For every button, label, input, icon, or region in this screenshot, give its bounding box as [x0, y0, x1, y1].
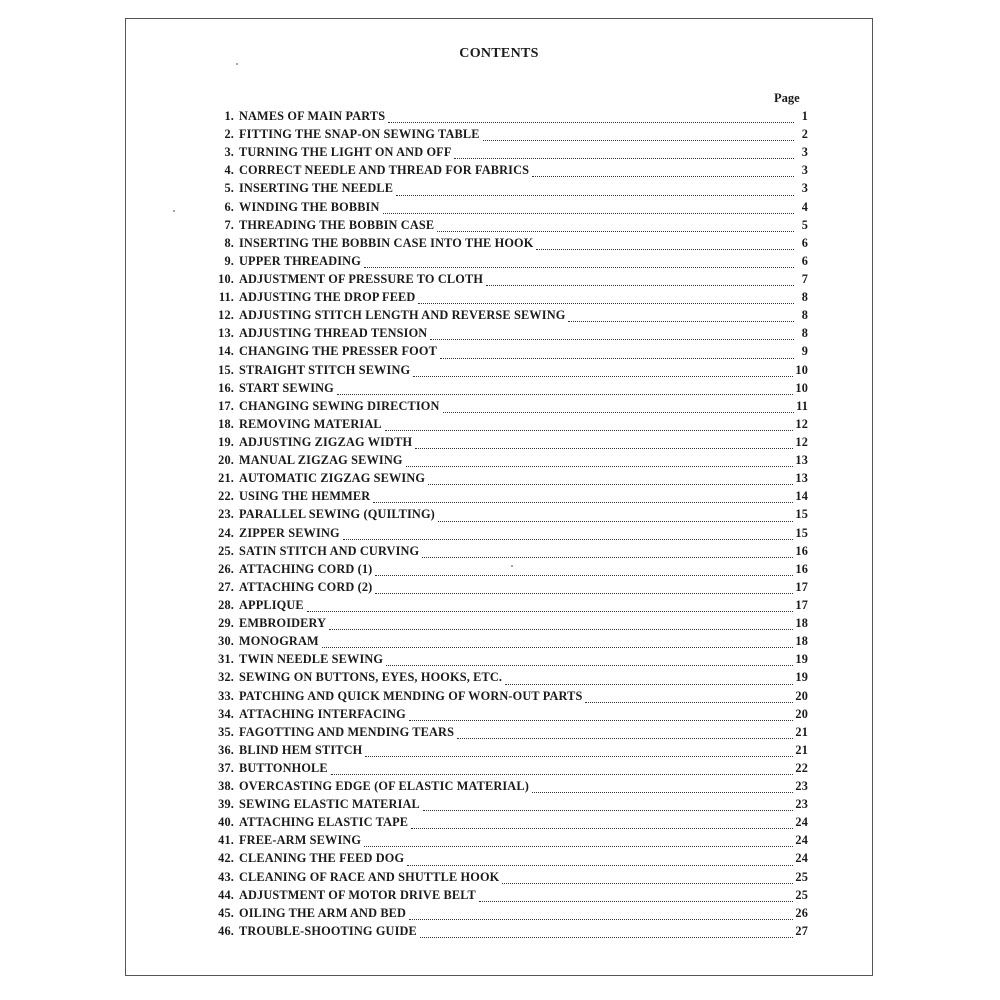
toc-entry-number: 22. — [218, 489, 234, 504]
toc-entry-title: ADJUSTING STITCH LENGTH AND REVERSE SEWING — [239, 308, 566, 323]
toc-entry-page: 20 — [795, 688, 808, 703]
toc-entry-page: 26 — [795, 905, 808, 920]
toc-entry-page: 18 — [795, 634, 808, 649]
toc-entry-title: ZIPPER SEWING — [239, 525, 340, 540]
toc-entry — [206, 254, 808, 272]
toc-dot-leader — [479, 901, 794, 902]
toc-dot-leader — [420, 937, 794, 938]
toc-entry-page: 25 — [795, 887, 808, 902]
toc-entry — [206, 598, 808, 616]
page-column-label: Page — [774, 91, 800, 105]
toc-entry — [206, 363, 808, 381]
toc-entry — [206, 833, 808, 851]
toc-entry — [206, 652, 808, 670]
toc-entry-title: ADJUSTMENT OF PRESSURE TO CLOTH — [239, 271, 484, 286]
toc-dot-leader — [423, 810, 794, 811]
toc-dot-leader — [329, 629, 793, 630]
toc-entry-title: REMOVING MATERIAL — [239, 416, 382, 431]
toc-entry-title: PARALLEL SEWING (QUILTING) — [239, 507, 435, 522]
toc-entry-number: 10. — [218, 271, 234, 286]
toc-entry-page: 12 — [795, 416, 808, 431]
toc-entry — [206, 181, 808, 199]
toc-entry-number: 31. — [218, 652, 234, 667]
toc-dot-leader — [388, 122, 794, 123]
toc-entry-title: MANUAL ZIGZAG SEWING — [239, 453, 403, 468]
toc-entry — [206, 109, 808, 127]
toc-entry-page: 14 — [795, 489, 808, 504]
toc-entry-title: TROUBLE-SHOOTING GUIDE — [239, 923, 417, 938]
toc-entry-page: 17 — [795, 597, 808, 612]
toc-entry — [206, 906, 808, 924]
toc-entry — [206, 851, 808, 869]
toc-entry-page: 16 — [795, 543, 808, 558]
toc-entry-title: OVERCASTING EDGE (OF ELASTIC MATERIAL) — [239, 779, 529, 794]
toc-entry-number: 32. — [218, 670, 234, 685]
toc-entry — [206, 489, 808, 507]
toc-entry-title: ATTACHING INTERFACING — [239, 706, 406, 721]
toc-dot-leader — [568, 321, 794, 322]
toc-entry-page: 7 — [801, 271, 808, 286]
toc-entry-number: 21. — [218, 471, 234, 486]
toc-entry-page: 21 — [795, 724, 808, 739]
toc-dot-leader — [373, 502, 793, 503]
toc-entry-number: 24. — [218, 525, 234, 540]
toc-dot-leader — [440, 358, 794, 359]
toc-entry-title: SATIN STITCH AND CURVING — [239, 543, 420, 558]
toc-entry-number: 27. — [218, 579, 234, 594]
toc-entry-number: 37. — [218, 760, 234, 775]
toc-entry — [206, 453, 808, 471]
toc-entry-page: 11 — [796, 398, 808, 413]
toc-entry-title: USING THE HEMMER — [239, 489, 371, 504]
toc-entry — [206, 797, 808, 815]
toc-entry-number: 28. — [218, 597, 234, 612]
toc-entry-title: SEWING ELASTIC MATERIAL — [239, 797, 420, 812]
toc-entry-number: 4. — [224, 163, 234, 178]
toc-entry — [206, 507, 808, 525]
toc-entry-title: EMBROIDERY — [239, 616, 327, 631]
toc-entry-number: 3. — [224, 145, 234, 160]
document-page — [125, 18, 873, 976]
toc-entry-title: CORRECT NEEDLE AND THREAD FOR FABRICS — [239, 163, 530, 178]
toc-dot-leader — [486, 285, 794, 286]
toc-entry-page: 10 — [795, 362, 808, 377]
toc-dot-leader — [443, 412, 794, 413]
toc-entry — [206, 616, 808, 634]
toc-entry-page: 20 — [795, 706, 808, 721]
toc-entry-page: 25 — [795, 869, 808, 884]
toc-entry-page: 8 — [801, 290, 808, 305]
page-title: CONTENTS — [459, 46, 539, 61]
toc-entry-title: INSERTING THE BOBBIN CASE INTO THE HOOK — [239, 235, 534, 250]
table-of-contents — [206, 109, 808, 942]
toc-entry-title: WINDING THE BOBBIN — [239, 199, 380, 214]
toc-entry-title: ADJUSTING THE DROP FEED — [239, 290, 416, 305]
toc-entry — [206, 381, 808, 399]
toc-entry-title: BLIND HEM STITCH — [239, 742, 363, 757]
toc-entry-number: 45. — [218, 905, 234, 920]
toc-entry — [206, 761, 808, 779]
toc-entry — [206, 326, 808, 344]
toc-entry-title: ADJUSTMENT OF MOTOR DRIVE BELT — [239, 887, 476, 902]
toc-dot-leader — [375, 593, 793, 594]
toc-entry — [206, 634, 808, 652]
toc-entry-title: CLEANING OF RACE AND SHUTTLE HOOK — [239, 869, 500, 884]
toc-entry-title: AUTOMATIC ZIGZAG SEWING — [239, 471, 426, 486]
toc-entry-page: 13 — [795, 453, 808, 468]
toc-entry-number: 17. — [218, 398, 234, 413]
scan-speck — [511, 565, 513, 567]
toc-entry — [206, 127, 808, 145]
toc-entry — [206, 145, 808, 163]
scan-speck — [173, 210, 175, 212]
toc-dot-leader — [438, 521, 793, 522]
toc-entry — [206, 290, 808, 308]
toc-entry-title: PATCHING AND QUICK MENDING OF WORN-OUT PARTS — [239, 688, 583, 703]
toc-dot-leader — [396, 195, 794, 196]
toc-entry — [206, 218, 808, 236]
toc-entry-page: 5 — [801, 217, 808, 232]
toc-entry-title: FAGOTTING AND MENDING TEARS — [239, 724, 455, 739]
toc-entry-title: FITTING THE SNAP-ON SEWING TABLE — [239, 127, 480, 142]
toc-entry-number: 46. — [218, 923, 234, 938]
toc-entry-title: TURNING THE LIGHT ON AND OFF — [239, 145, 452, 160]
toc-entry-number: 11. — [218, 290, 234, 305]
toc-entry-page: 21 — [795, 742, 808, 757]
toc-dot-leader — [409, 720, 794, 721]
toc-dot-leader — [364, 846, 793, 847]
toc-dot-leader — [375, 575, 793, 576]
toc-entry-page: 15 — [795, 525, 808, 540]
toc-entry-number: 9. — [224, 253, 234, 268]
toc-entry-page: 23 — [795, 797, 808, 812]
toc-entry — [206, 707, 808, 725]
toc-dot-leader — [343, 539, 794, 540]
toc-entry-number: 12. — [218, 308, 234, 323]
toc-entry-page: 8 — [801, 308, 808, 323]
toc-entry-title: ATTACHING ELASTIC TAPE — [239, 815, 409, 830]
toc-entry-page: 8 — [801, 326, 808, 341]
toc-entry-page: 24 — [795, 815, 808, 830]
toc-entry-number: 2. — [224, 127, 234, 142]
toc-entry-number: 8. — [224, 235, 234, 250]
toc-entry-page: 4 — [801, 199, 808, 214]
toc-entry-title: CLEANING THE FEED DOG — [239, 851, 405, 866]
toc-entry-number: 14. — [218, 344, 234, 359]
toc-entry-page: 9 — [801, 344, 808, 359]
toc-entry-title: SEWING ON BUTTONS, EYES, HOOKS, ETC. — [239, 670, 503, 685]
toc-entry-number: 16. — [218, 380, 234, 395]
toc-entry-page: 6 — [801, 253, 808, 268]
toc-entry — [206, 888, 808, 906]
toc-entry-page: 24 — [795, 851, 808, 866]
toc-entry-title: CHANGING THE PRESSER FOOT — [239, 344, 437, 359]
toc-entry-title: ATTACHING CORD (1) — [239, 561, 373, 576]
toc-dot-leader — [415, 448, 793, 449]
toc-entry-number: 30. — [218, 634, 234, 649]
toc-entry-number: 40. — [218, 815, 234, 830]
toc-entry-page: 15 — [795, 507, 808, 522]
toc-entry-page: 3 — [801, 163, 808, 178]
toc-dot-leader — [505, 684, 793, 685]
toc-dot-leader — [422, 557, 793, 558]
toc-entry-number: 5. — [224, 181, 234, 196]
toc-entry-title: BUTTONHOLE — [239, 760, 328, 775]
toc-entry — [206, 344, 808, 362]
toc-entry-number: 18. — [218, 416, 234, 431]
toc-entry — [206, 417, 808, 435]
toc-entry-title: ATTACHING CORD (2) — [239, 579, 373, 594]
toc-entry — [206, 163, 808, 181]
toc-dot-leader — [536, 249, 794, 250]
toc-entry-number: 34. — [218, 706, 234, 721]
toc-dot-leader — [383, 213, 794, 214]
toc-entry-page: 6 — [801, 235, 808, 250]
toc-entry-number: 19. — [218, 434, 234, 449]
toc-entry — [206, 526, 808, 544]
toc-entry — [206, 815, 808, 833]
toc-dot-leader — [418, 303, 794, 304]
toc-dot-leader — [454, 158, 794, 159]
toc-dot-leader — [411, 828, 793, 829]
toc-entry-page: 12 — [795, 434, 808, 449]
toc-entry-page: 24 — [795, 833, 808, 848]
toc-entry — [206, 471, 808, 489]
toc-entry-number: 13. — [218, 326, 234, 341]
toc-dot-leader — [585, 702, 793, 703]
toc-entry — [206, 544, 808, 562]
toc-entry-number: 35. — [218, 724, 234, 739]
toc-entry-title: FREE-ARM SEWING — [239, 833, 362, 848]
toc-entry-page: 3 — [801, 181, 808, 196]
toc-entry-page: 3 — [801, 145, 808, 160]
toc-dot-leader — [386, 665, 793, 666]
toc-entry — [206, 562, 808, 580]
toc-dot-leader — [331, 774, 794, 775]
toc-dot-leader — [502, 883, 793, 884]
toc-entry-page: 19 — [795, 670, 808, 685]
toc-entry-title: TWIN NEEDLE SEWING — [239, 652, 384, 667]
toc-dot-leader — [322, 647, 794, 648]
toc-dot-leader — [483, 140, 794, 141]
toc-entry-title: UPPER THREADING — [239, 253, 361, 268]
toc-entry-page: 18 — [795, 616, 808, 631]
toc-entry — [206, 200, 808, 218]
toc-entry-number: 15. — [218, 362, 234, 377]
toc-entry-number: 23. — [218, 507, 234, 522]
toc-entry-number: 41. — [218, 833, 234, 848]
toc-entry-page: 10 — [795, 380, 808, 395]
toc-entry-number: 38. — [218, 779, 234, 794]
toc-entry — [206, 272, 808, 290]
toc-entry-page: 2 — [801, 127, 808, 142]
toc-entry-title: ADJUSTING THREAD TENSION — [239, 326, 428, 341]
toc-entry-title: MONOGRAM — [239, 634, 319, 649]
toc-entry-page: 1 — [801, 109, 808, 123]
toc-entry — [206, 743, 808, 761]
toc-dot-leader — [532, 792, 793, 793]
toc-dot-leader — [409, 919, 793, 920]
toc-entry-number: 43. — [218, 869, 234, 884]
toc-dot-leader — [406, 466, 794, 467]
toc-dot-leader — [457, 738, 793, 739]
toc-dot-leader — [532, 176, 794, 177]
toc-dot-leader — [364, 267, 794, 268]
toc-entry-number: 42. — [218, 851, 234, 866]
toc-entry-number: 29. — [218, 616, 234, 631]
toc-entry-number: 1. — [224, 109, 234, 123]
toc-dot-leader — [337, 394, 794, 395]
toc-entry-number: 44. — [218, 887, 234, 902]
toc-entry-title: OILING THE ARM AND BED — [239, 905, 407, 920]
toc-entry-page: 23 — [795, 779, 808, 794]
toc-entry-page: 27 — [795, 923, 808, 938]
toc-entry-title: STRAIGHT STITCH SEWING — [239, 362, 411, 377]
toc-entry-title: THREADING THE BOBBIN CASE — [239, 217, 435, 232]
toc-entry-number: 6. — [224, 199, 234, 214]
toc-entry-number: 36. — [218, 742, 234, 757]
toc-dot-leader — [307, 611, 794, 612]
toc-entry-title: CHANGING SEWING DIRECTION — [239, 398, 440, 413]
toc-entry-number: 39. — [218, 797, 234, 812]
toc-entry-page: 17 — [795, 579, 808, 594]
toc-entry — [206, 435, 808, 453]
toc-entry — [206, 399, 808, 417]
toc-entry-title: APPLIQUE — [239, 597, 304, 612]
toc-dot-leader — [365, 756, 793, 757]
toc-entry — [206, 236, 808, 254]
toc-dot-leader — [413, 376, 793, 377]
toc-entry-number: 20. — [218, 453, 234, 468]
toc-entry-page: 16 — [795, 561, 808, 576]
toc-entry-title: ADJUSTING ZIGZAG WIDTH — [239, 434, 413, 449]
toc-dot-leader — [430, 339, 794, 340]
toc-entry — [206, 924, 808, 942]
toc-entry — [206, 670, 808, 688]
toc-entry-title: START SEWING — [239, 380, 334, 395]
toc-entry-page: 19 — [795, 652, 808, 667]
toc-entry-title: NAMES OF MAIN PARTS — [239, 109, 386, 123]
toc-entry — [206, 779, 808, 797]
toc-entry — [206, 870, 808, 888]
toc-dot-leader — [385, 430, 794, 431]
toc-entry-number: 33. — [218, 688, 234, 703]
toc-dot-leader — [407, 865, 793, 866]
toc-entry-page: 13 — [795, 471, 808, 486]
toc-dot-leader — [437, 231, 794, 232]
toc-entry-number: 7. — [224, 217, 234, 232]
toc-entry-title: INSERTING THE NEEDLE — [239, 181, 394, 196]
scan-speck — [236, 63, 238, 65]
toc-entry-page: 22 — [795, 760, 808, 775]
toc-entry-number: 26. — [218, 561, 234, 576]
toc-entry — [206, 725, 808, 743]
toc-entry — [206, 580, 808, 598]
toc-dot-leader — [428, 484, 793, 485]
toc-entry — [206, 689, 808, 707]
toc-entry — [206, 308, 808, 326]
toc-entry-number: 25. — [218, 543, 234, 558]
